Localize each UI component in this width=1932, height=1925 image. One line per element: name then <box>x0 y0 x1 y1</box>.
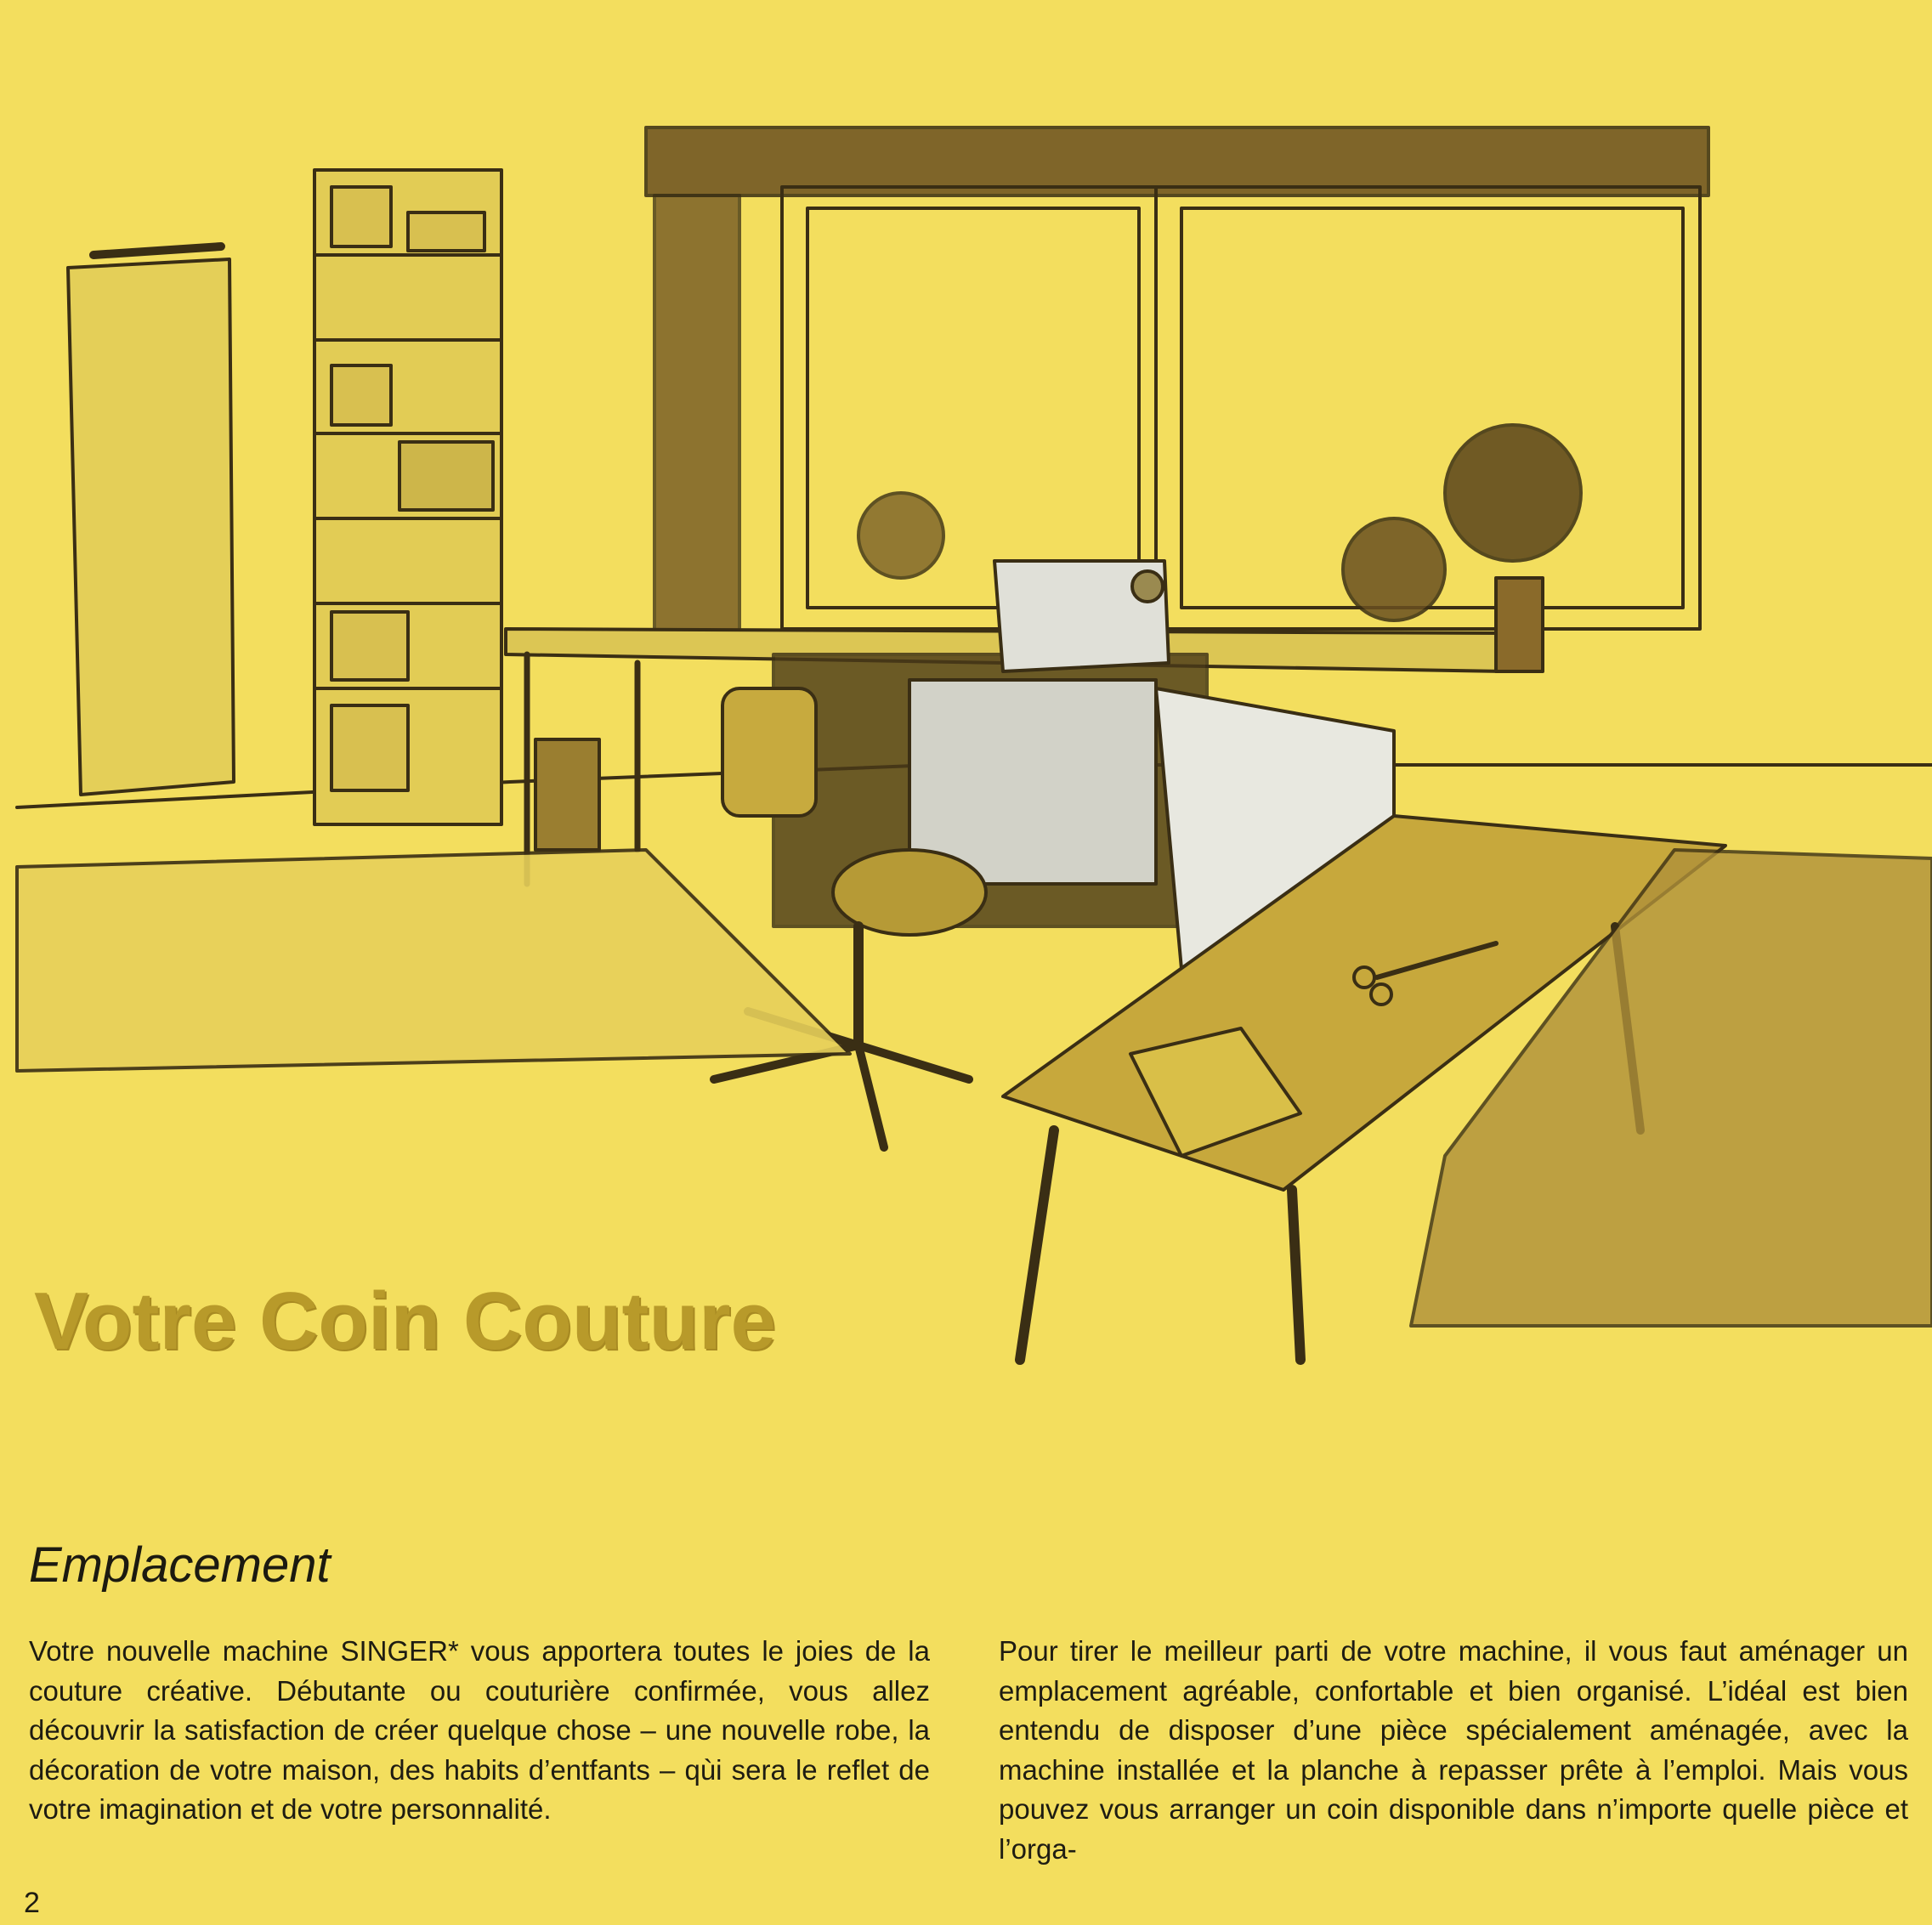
flower-vase-small <box>858 493 943 578</box>
section-title: Votre Coin Couture <box>34 1276 776 1367</box>
curtain <box>654 195 739 637</box>
flower-bowl <box>1343 518 1445 620</box>
paragraph-left: Votre nouvelle machine SINGER* vous apportera toutes le joies de la couture créative. Débutante ou couturière confirmée, vous allez découvrir la satisfaction de créer quelque chose – une nouvelle robe, la décoration de votre maison, des habits d’entfants – qùi sera le reflet de votre imagination et de votre personnalité. <box>29 1635 930 1825</box>
paragraph-right: Pour tirer le meilleur parti de votre machine, il vous faut aménager un emplacement agréable, confortable et bien organisé. L’idéal est bien entendu de disposer d’une pièce spécialement aménagée, avec la machine installée et la planche à repasser prête à l’emploi. Mais vous pouvez vous arranger un coin disponible dans n’importe quelle pièce et l’orga- <box>999 1635 1908 1865</box>
subheading: Emplacement <box>29 1537 331 1593</box>
wall-mirror <box>68 259 234 795</box>
rug <box>17 850 850 1071</box>
flower-vase-tall <box>1445 425 1581 561</box>
waste-bin <box>535 739 599 850</box>
page-number: 2 <box>24 1887 40 1919</box>
